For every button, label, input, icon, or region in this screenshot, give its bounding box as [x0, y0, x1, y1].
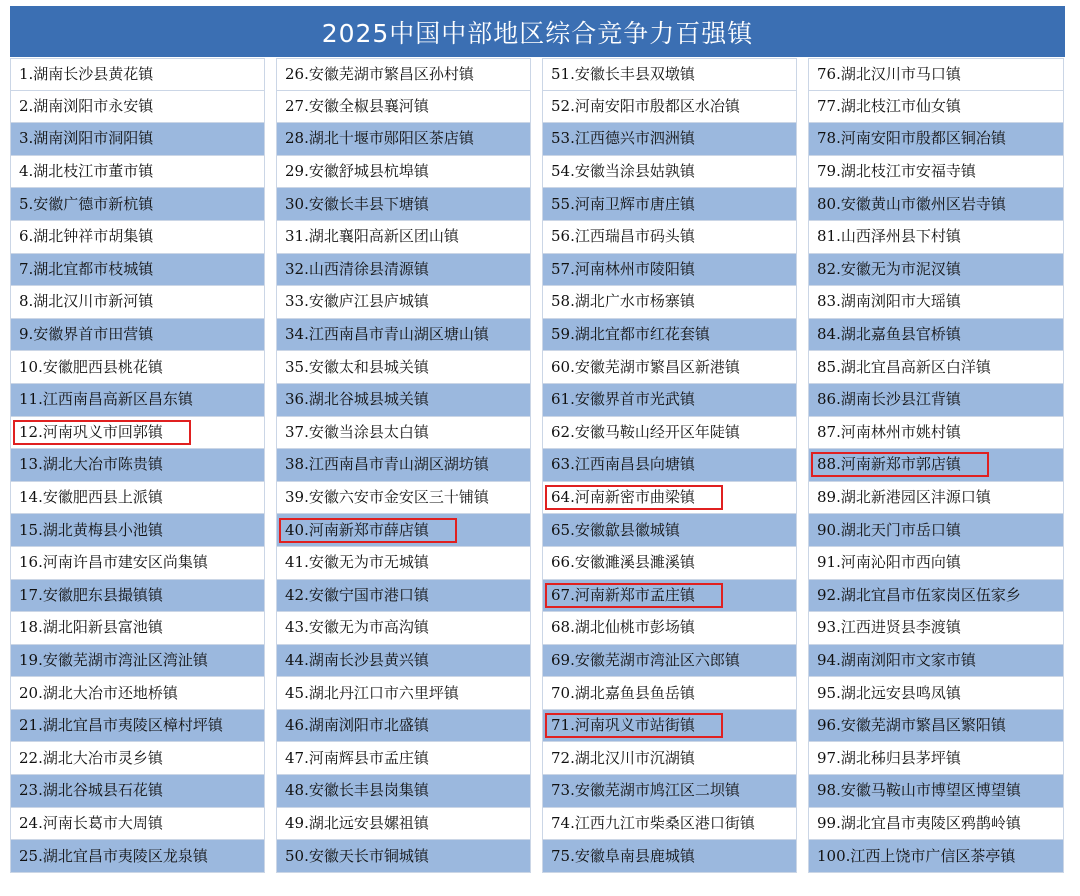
ranking-cell — [276, 254, 531, 287]
ranking-cell — [808, 351, 1064, 384]
ranking-cell — [10, 91, 265, 124]
ranking-cell — [276, 612, 531, 645]
town-label: 32.山西清徐县清源镇 — [285, 259, 429, 278]
ranking-cell — [10, 808, 265, 841]
town-label: 94.湖南浏阳市文家市镇 — [817, 650, 976, 669]
town-label: 18.湖北阳新县富池镇 — [19, 618, 163, 637]
town-label: 33.安徽庐江县庐城镇 — [285, 292, 429, 311]
ranking-cell — [542, 58, 797, 91]
town-label: 97.湖北秭归县茅坪镇 — [817, 748, 961, 767]
ranking-cell — [808, 58, 1064, 91]
ranking-cell — [808, 254, 1064, 287]
ranking-cell — [808, 808, 1064, 841]
highlighted-town-label: 40.河南新郑市薛店镇 — [279, 518, 457, 543]
ranking-cell — [10, 612, 265, 645]
town-label: 69.安徽芜湖市湾沚区六郎镇 — [551, 650, 740, 669]
ranking-cell — [276, 742, 531, 775]
town-label: 50.安徽天长市铜城镇 — [285, 846, 429, 865]
ranking-cell — [276, 580, 531, 613]
town-label: 28.湖北十堰市郧阳区茶店镇 — [285, 129, 474, 148]
town-label: 55.河南卫辉市唐庄镇 — [551, 194, 695, 213]
ranking-cell — [808, 384, 1064, 417]
town-label: 87.河南林州市姚村镇 — [817, 422, 961, 441]
ranking-cell — [276, 808, 531, 841]
town-label: 47.河南辉县市孟庄镇 — [285, 748, 429, 767]
ranking-cell — [808, 840, 1064, 873]
highlighted-town-label: 12.河南巩义市回郭镇 — [13, 420, 191, 445]
town-label: 72.湖北汉川市沉湖镇 — [551, 748, 695, 767]
town-label: 86.湖南长沙县江背镇 — [817, 390, 961, 409]
town-label: 17.安徽肥东县撮镇镇 — [19, 585, 163, 604]
town-label: 21.湖北宜昌市夷陵区樟村坪镇 — [19, 716, 223, 735]
ranking-cell — [10, 710, 265, 743]
town-label: 70.湖北嘉鱼县鱼岳镇 — [551, 683, 695, 702]
ranking-cell — [276, 91, 531, 124]
town-label: 4.湖北枝江市董市镇 — [19, 162, 154, 181]
ranking-cell — [10, 645, 265, 678]
ranking-cell — [276, 123, 531, 156]
town-label: 5.安徽广德市新杭镇 — [19, 194, 154, 213]
ranking-cell — [10, 384, 265, 417]
town-label: 100.江西上饶市广信区茶亭镇 — [817, 846, 1016, 865]
town-label: 22.湖北大冶市灵乡镇 — [19, 748, 163, 767]
ranking-cell — [10, 840, 265, 873]
town-label: 26.安徽芜湖市繁昌区孙村镇 — [285, 64, 474, 83]
ranking-cell — [808, 123, 1064, 156]
ranking-cell — [10, 547, 265, 580]
town-label: 27.安徽全椒县襄河镇 — [285, 96, 429, 115]
ranking-cell — [542, 840, 797, 873]
highlighted-town-label: 67.河南新郑市孟庄镇 — [545, 583, 723, 608]
town-label: 96.安徽芜湖市繁昌区繁阳镇 — [817, 716, 1006, 735]
town-label: 19.安徽芜湖市湾沚区湾沚镇 — [19, 650, 208, 669]
town-label: 1.湖南长沙县黄花镇 — [19, 64, 154, 83]
town-label: 13.湖北大冶市陈贵镇 — [19, 455, 163, 474]
ranking-cell — [542, 123, 797, 156]
ranking-cell — [276, 775, 531, 808]
ranking-cell — [542, 775, 797, 808]
town-label: 61.安徽界首市光武镇 — [551, 390, 695, 409]
town-label: 54.安徽当涂县姑孰镇 — [551, 162, 695, 181]
town-label: 9.安徽界首市田营镇 — [19, 325, 154, 344]
town-label: 35.安徽太和县城关镇 — [285, 357, 429, 376]
ranking-cell — [808, 677, 1064, 710]
ranking-cell — [542, 514, 797, 547]
highlighted-town-label: 88.河南新郑市郭店镇 — [811, 452, 989, 477]
town-label: 77.湖北枝江市仙女镇 — [817, 96, 961, 115]
town-label: 82.安徽无为市泥汊镇 — [817, 259, 961, 278]
ranking-cell — [542, 351, 797, 384]
ranking-cell — [542, 808, 797, 841]
town-label: 85.湖北宜昌高新区白洋镇 — [817, 357, 991, 376]
town-label: 16.河南许昌市建安区尚集镇 — [19, 553, 208, 572]
ranking-cell — [808, 580, 1064, 613]
ranking-column — [276, 58, 531, 873]
ranking-cell — [808, 188, 1064, 221]
ranking-column — [10, 58, 265, 873]
town-label: 10.安徽肥西县桃花镇 — [19, 357, 163, 376]
ranking-cell — [276, 188, 531, 221]
town-label: 48.安徽长丰县岗集镇 — [285, 781, 429, 800]
ranking-cell — [808, 514, 1064, 547]
ranking-cell — [276, 221, 531, 254]
ranking-cell — [10, 254, 265, 287]
town-label: 74.江西九江市柴桑区港口街镇 — [551, 813, 755, 832]
ranking-cell — [276, 547, 531, 580]
ranking-cell — [808, 286, 1064, 319]
ranking-table — [10, 58, 1064, 873]
town-label: 11.江西南昌高新区昌东镇 — [19, 390, 193, 409]
town-label: 89.湖北新港园区沣源口镇 — [817, 488, 991, 507]
town-label: 25.湖北宜昌市夷陵区龙泉镇 — [19, 846, 208, 865]
ranking-cell — [542, 319, 797, 352]
town-label: 20.湖北大冶市还地桥镇 — [19, 683, 178, 702]
ranking-cell — [542, 677, 797, 710]
town-label: 36.湖北谷城县城关镇 — [285, 390, 429, 409]
ranking-cell — [10, 156, 265, 189]
town-label: 53.江西德兴市泗洲镇 — [551, 129, 695, 148]
highlighted-town-label: 64.河南新密市曲梁镇 — [545, 485, 723, 510]
town-label: 45.湖北丹江口市六里坪镇 — [285, 683, 459, 702]
ranking-cell — [10, 417, 265, 450]
ranking-cell — [276, 58, 531, 91]
town-label: 83.湖南浏阳市大瑶镇 — [817, 292, 961, 311]
town-label: 78.河南安阳市殷都区铜冶镇 — [817, 129, 1006, 148]
ranking-cell — [808, 156, 1064, 189]
town-label: 7.湖北宜都市枝城镇 — [19, 259, 154, 278]
town-label: 59.湖北宜都市红花套镇 — [551, 325, 710, 344]
town-label: 52.河南安阳市殷都区水冶镇 — [551, 96, 740, 115]
ranking-cell — [542, 612, 797, 645]
town-label: 24.河南长葛市大周镇 — [19, 813, 163, 832]
ranking-cell — [10, 775, 265, 808]
town-label: 42.安徽宁国市港口镇 — [285, 585, 429, 604]
town-label: 62.安徽马鞍山经开区年陡镇 — [551, 422, 740, 441]
ranking-cell — [542, 482, 797, 515]
ranking-cell — [10, 221, 265, 254]
highlighted-town-label: 71.河南巩义市站街镇 — [545, 713, 723, 738]
ranking-cell — [276, 645, 531, 678]
town-label: 95.湖北远安县鸣凤镇 — [817, 683, 961, 702]
ranking-cell — [542, 710, 797, 743]
ranking-cell — [542, 254, 797, 287]
ranking-cell — [808, 645, 1064, 678]
ranking-cell — [10, 514, 265, 547]
town-label: 63.江西南昌县向塘镇 — [551, 455, 695, 474]
ranking-cell — [808, 449, 1064, 482]
town-label: 60.安徽芜湖市繁昌区新港镇 — [551, 357, 740, 376]
ranking-cell — [808, 221, 1064, 254]
ranking-cell — [542, 742, 797, 775]
town-label: 92.湖北宜昌市伍家岗区伍家乡 — [817, 585, 1021, 604]
ranking-cell — [276, 384, 531, 417]
ranking-cell — [10, 286, 265, 319]
ranking-cell — [10, 677, 265, 710]
town-label: 98.安徽马鞍山市博望区博望镇 — [817, 781, 1021, 800]
town-label: 73.安徽芜湖市鸠江区二坝镇 — [551, 781, 740, 800]
ranking-cell — [542, 384, 797, 417]
town-label: 39.安徽六安市金安区三十铺镇 — [285, 488, 489, 507]
ranking-cell — [542, 156, 797, 189]
town-label: 6.湖北钟祥市胡集镇 — [19, 227, 154, 246]
ranking-cell — [276, 710, 531, 743]
town-label: 46.湖南浏阳市北盛镇 — [285, 716, 429, 735]
ranking-cell — [276, 514, 531, 547]
ranking-cell — [542, 91, 797, 124]
town-label: 44.湖南长沙县黄兴镇 — [285, 650, 429, 669]
ranking-cell — [542, 547, 797, 580]
town-label: 8.湖北汉川市新河镇 — [19, 292, 154, 311]
ranking-cell — [808, 775, 1064, 808]
town-label: 51.安徽长丰县双墩镇 — [551, 64, 695, 83]
ranking-cell — [808, 319, 1064, 352]
ranking-cell — [276, 677, 531, 710]
ranking-cell — [276, 482, 531, 515]
ranking-cell — [10, 319, 265, 352]
town-label: 66.安徽濉溪县濉溪镇 — [551, 553, 695, 572]
ranking-cell — [808, 482, 1064, 515]
town-label: 56.江西瑞昌市码头镇 — [551, 227, 695, 246]
ranking-cell — [276, 449, 531, 482]
town-label: 65.安徽歙县徽城镇 — [551, 520, 680, 539]
ranking-cell — [808, 612, 1064, 645]
ranking-cell — [10, 58, 265, 91]
ranking-cell — [276, 840, 531, 873]
ranking-cell — [542, 449, 797, 482]
town-label: 29.安徽舒城县杭埠镇 — [285, 162, 429, 181]
town-label: 84.湖北嘉鱼县官桥镇 — [817, 325, 961, 344]
town-label: 2.湖南浏阳市永安镇 — [19, 96, 154, 115]
ranking-cell — [276, 156, 531, 189]
town-label: 79.湖北枝江市安福寺镇 — [817, 162, 976, 181]
ranking-cell — [542, 221, 797, 254]
town-label: 37.安徽当涂县太白镇 — [285, 422, 429, 441]
ranking-cell — [10, 449, 265, 482]
ranking-cell — [10, 188, 265, 221]
ranking-cell — [808, 710, 1064, 743]
ranking-cell — [10, 742, 265, 775]
town-label: 14.安徽肥西县上派镇 — [19, 488, 163, 507]
town-label: 57.河南林州市陵阳镇 — [551, 259, 695, 278]
town-label: 93.江西进贤县李渡镇 — [817, 618, 961, 637]
town-label: 91.河南沁阳市西向镇 — [817, 553, 961, 572]
town-label: 76.湖北汉川市马口镇 — [817, 64, 961, 83]
town-label: 90.湖北天门市岳口镇 — [817, 520, 961, 539]
ranking-cell — [10, 351, 265, 384]
town-label: 34.江西南昌市青山湖区塘山镇 — [285, 325, 489, 344]
ranking-cell — [542, 188, 797, 221]
ranking-column — [542, 58, 797, 873]
ranking-column — [808, 58, 1064, 873]
ranking-cell — [808, 547, 1064, 580]
ranking-cell — [808, 417, 1064, 450]
ranking-cell — [276, 351, 531, 384]
ranking-cell — [276, 286, 531, 319]
ranking-cell — [542, 286, 797, 319]
town-label: 23.湖北谷城县石花镇 — [19, 781, 163, 800]
ranking-cell — [10, 580, 265, 613]
town-label: 99.湖北宜昌市夷陵区鸦鹊岭镇 — [817, 813, 1021, 832]
town-label: 15.湖北黄梅县小池镇 — [19, 520, 163, 539]
town-label: 81.山西泽州县下村镇 — [817, 227, 961, 246]
ranking-cell — [276, 417, 531, 450]
ranking-cell — [10, 482, 265, 515]
ranking-cell — [10, 123, 265, 156]
town-label: 43.安徽无为市高沟镇 — [285, 618, 429, 637]
ranking-cell — [808, 742, 1064, 775]
ranking-cell — [276, 319, 531, 352]
ranking-cell — [542, 580, 797, 613]
town-label: 49.湖北远安县嫘祖镇 — [285, 813, 429, 832]
town-label: 75.安徽阜南县鹿城镇 — [551, 846, 695, 865]
town-label: 38.江西南昌市青山湖区湖坊镇 — [285, 455, 489, 474]
ranking-cell — [542, 645, 797, 678]
ranking-cell — [542, 417, 797, 450]
town-label: 58.湖北广水市杨寨镇 — [551, 292, 695, 311]
town-label: 41.安徽无为市无城镇 — [285, 553, 429, 572]
town-label: 68.湖北仙桃市彭场镇 — [551, 618, 695, 637]
page-title: 2025中国中部地区综合竞争力百强镇 — [10, 6, 1065, 57]
town-label: 30.安徽长丰县下塘镇 — [285, 194, 429, 213]
town-label: 80.安徽黄山市徽州区岩寺镇 — [817, 194, 1006, 213]
town-label: 31.湖北襄阳高新区团山镇 — [285, 227, 459, 246]
ranking-cell — [808, 91, 1064, 124]
town-label: 3.湖南浏阳市洞阳镇 — [19, 129, 154, 148]
